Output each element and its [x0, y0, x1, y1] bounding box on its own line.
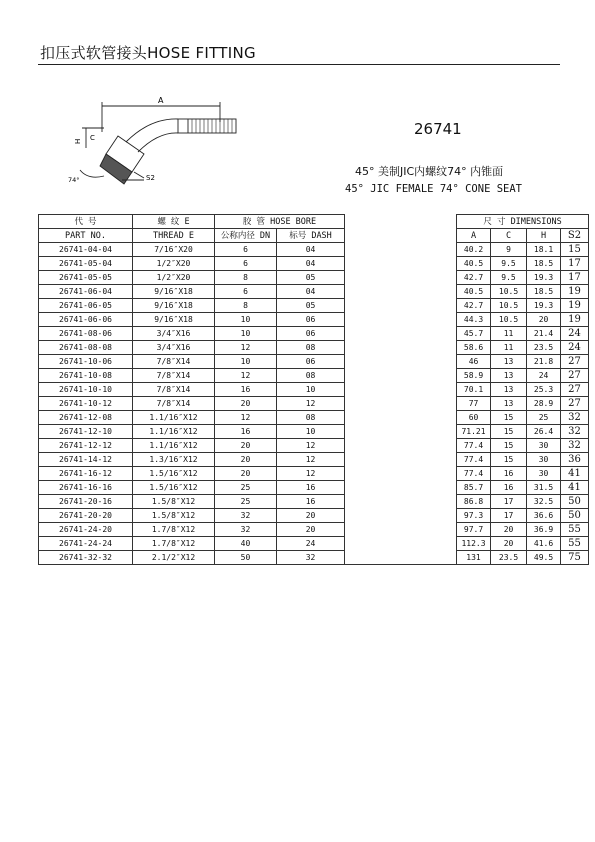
- cell-h: 30: [527, 439, 561, 453]
- cell-thread: 1/2″X20: [133, 271, 215, 285]
- cell-nominal-dn: 8: [215, 299, 277, 313]
- cell-thread: 1.5/8″X12: [133, 509, 215, 523]
- cell-nominal-dn: 10: [215, 355, 277, 369]
- table-row: [39, 313, 589, 327]
- cell-gap: [345, 495, 457, 509]
- cell-c: 20: [491, 537, 527, 551]
- table-row: [39, 257, 589, 271]
- header-col-s2: S2: [561, 229, 589, 243]
- cell-a: 85.7: [457, 481, 491, 495]
- cell-c: 15: [491, 425, 527, 439]
- cell-dash: 16: [277, 495, 345, 509]
- product-description-en: 45° JIC FEMALE 74° CONE SEAT: [345, 183, 523, 195]
- cell-thread: 7/8″X14: [133, 369, 215, 383]
- cell-c: 15: [491, 439, 527, 453]
- cell-part-no: 26741-08-06: [39, 327, 133, 341]
- cell-h: 30: [527, 453, 561, 467]
- cell-a: 42.7: [457, 271, 491, 285]
- cell-gap: [345, 425, 457, 439]
- cell-part-no: 26741-14-12: [39, 453, 133, 467]
- cell-dash: 12: [277, 439, 345, 453]
- label-h: H: [74, 138, 82, 144]
- cell-part-no: 26741-08-08: [39, 341, 133, 355]
- cell-a: 112.3: [457, 537, 491, 551]
- header-thread-en: THREAD E: [133, 229, 215, 243]
- cell-thread: 1.7/8″X12: [133, 523, 215, 537]
- cell-thread: 9/16″X18: [133, 285, 215, 299]
- cell-gap: [345, 537, 457, 551]
- cell-dash: 12: [277, 453, 345, 467]
- cell-h: 26.4: [527, 425, 561, 439]
- cell-dash: 12: [277, 397, 345, 411]
- cell-dash: 10: [277, 425, 345, 439]
- cell-dash: 20: [277, 523, 345, 537]
- cell-dash: 05: [277, 271, 345, 285]
- cell-gap: [345, 327, 457, 341]
- cell-part-no: 26741-24-20: [39, 523, 133, 537]
- table-row: [39, 439, 589, 453]
- cell-nominal-dn: 10: [215, 313, 277, 327]
- cell-nominal-dn: 20: [215, 439, 277, 453]
- cell-s2: 41: [561, 467, 589, 481]
- cell-nominal-dn: 12: [215, 411, 277, 425]
- cell-dash: 06: [277, 327, 345, 341]
- cell-nominal-dn: 20: [215, 467, 277, 481]
- table-row: [39, 509, 589, 523]
- cell-s2: 27: [561, 383, 589, 397]
- cell-nominal-dn: 8: [215, 271, 277, 285]
- cell-c: 15: [491, 411, 527, 425]
- label-a: A: [158, 96, 164, 105]
- cell-h: 31.5: [527, 481, 561, 495]
- cell-h: 41.6: [527, 537, 561, 551]
- cell-c: 17: [491, 509, 527, 523]
- cell-a: 70.1: [457, 383, 491, 397]
- cell-a: 77: [457, 397, 491, 411]
- cell-c: 13: [491, 397, 527, 411]
- cell-nominal-dn: 32: [215, 523, 277, 537]
- cell-a: 71.21: [457, 425, 491, 439]
- cell-gap: [345, 285, 457, 299]
- cell-s2: 15: [561, 243, 589, 257]
- cell-a: 40.5: [457, 257, 491, 271]
- table-row: [39, 411, 589, 425]
- cell-h: 30: [527, 467, 561, 481]
- cell-a: 86.8: [457, 495, 491, 509]
- cell-h: 25: [527, 411, 561, 425]
- cell-gap: [345, 313, 457, 327]
- cell-s2: 19: [561, 285, 589, 299]
- cell-part-no: 26741-06-05: [39, 299, 133, 313]
- cell-c: 13: [491, 369, 527, 383]
- cell-gap: [345, 299, 457, 313]
- cell-a: 45.7: [457, 327, 491, 341]
- cell-part-no: 26741-10-08: [39, 369, 133, 383]
- table-row: [39, 369, 589, 383]
- table-row: [39, 383, 589, 397]
- table-row: [39, 453, 589, 467]
- cell-dash: 24: [277, 537, 345, 551]
- cell-nominal-dn: 12: [215, 369, 277, 383]
- cell-dash: 16: [277, 481, 345, 495]
- cell-s2: 36: [561, 453, 589, 467]
- cell-h: 21.4: [527, 327, 561, 341]
- cell-s2: 41: [561, 481, 589, 495]
- cell-thread: 9/16″X18: [133, 313, 215, 327]
- cell-h: 24: [527, 369, 561, 383]
- cell-gap: [345, 397, 457, 411]
- cell-thread: 7/16″X20: [133, 243, 215, 257]
- header-divider: [38, 64, 560, 65]
- cell-c: 20: [491, 523, 527, 537]
- cell-a: 77.4: [457, 453, 491, 467]
- cell-s2: 19: [561, 313, 589, 327]
- cell-h: 18.1: [527, 243, 561, 257]
- cell-dash: 32: [277, 551, 345, 565]
- cell-nominal-dn: 16: [215, 425, 277, 439]
- cell-a: 77.4: [457, 439, 491, 453]
- cell-nominal-dn: 12: [215, 341, 277, 355]
- cell-nominal-dn: 10: [215, 327, 277, 341]
- cell-c: 11: [491, 341, 527, 355]
- cell-c: 16: [491, 481, 527, 495]
- cell-thread: 1.5/16″X12: [133, 481, 215, 495]
- cell-dash: 05: [277, 299, 345, 313]
- cell-h: 21.8: [527, 355, 561, 369]
- header-hose-bore: 胶 管 HOSE BORE: [215, 215, 345, 229]
- cell-part-no: 26741-06-04: [39, 285, 133, 299]
- cell-dash: 10: [277, 383, 345, 397]
- bend-inner: [138, 133, 178, 152]
- header-code-en: PART NO.: [39, 229, 133, 243]
- cell-nominal-dn: 6: [215, 257, 277, 271]
- cell-nominal-dn: 40: [215, 537, 277, 551]
- cell-nominal-dn: 25: [215, 495, 277, 509]
- cell-nominal-dn: 32: [215, 509, 277, 523]
- cell-thread: 9/16″X18: [133, 299, 215, 313]
- cell-gap: [345, 481, 457, 495]
- table-row: [39, 327, 589, 341]
- cell-a: 58.9: [457, 369, 491, 383]
- cell-h: 32.5: [527, 495, 561, 509]
- cell-gap: [345, 551, 457, 565]
- cell-h: 49.5: [527, 551, 561, 565]
- cell-h: 20: [527, 313, 561, 327]
- cell-a: 97.7: [457, 523, 491, 537]
- angle-arc: [80, 170, 104, 177]
- cell-gap: [345, 453, 457, 467]
- cell-nominal-dn: 6: [215, 243, 277, 257]
- cell-c: 10.5: [491, 313, 527, 327]
- cell-thread: 3/4″X16: [133, 341, 215, 355]
- table-row: [39, 341, 589, 355]
- cell-s2: 55: [561, 537, 589, 551]
- cell-gap: [345, 439, 457, 453]
- cell-s2: 32: [561, 411, 589, 425]
- cell-dash: 04: [277, 243, 345, 257]
- header-gap: [345, 215, 457, 229]
- cell-part-no: 26741-10-12: [39, 397, 133, 411]
- cell-nominal-dn: 20: [215, 397, 277, 411]
- cell-a: 40.5: [457, 285, 491, 299]
- cell-dash: 20: [277, 509, 345, 523]
- cell-part-no: 26741-20-20: [39, 509, 133, 523]
- table-row: [39, 467, 589, 481]
- cell-nominal-dn: 50: [215, 551, 277, 565]
- cell-gap: [345, 369, 457, 383]
- cell-nominal-dn: 16: [215, 383, 277, 397]
- cell-c: 13: [491, 355, 527, 369]
- cell-s2: 19: [561, 299, 589, 313]
- cell-part-no: 26741-05-05: [39, 271, 133, 285]
- cell-dash: 08: [277, 341, 345, 355]
- product-description-cn: 45° 美制JIC内螺纹74° 内锥面: [355, 165, 504, 178]
- cell-h: 19.3: [527, 299, 561, 313]
- cell-s2: 32: [561, 439, 589, 453]
- table-row: [39, 285, 589, 299]
- table-row: [39, 495, 589, 509]
- cell-dash: 06: [277, 355, 345, 369]
- bend-outer: [126, 119, 178, 142]
- cell-part-no: 26741-12-10: [39, 425, 133, 439]
- cell-thread: 7/8″X14: [133, 383, 215, 397]
- table-row: [39, 551, 589, 565]
- cell-gap: [345, 509, 457, 523]
- cell-gap: [345, 355, 457, 369]
- cell-part-no: 26741-16-16: [39, 481, 133, 495]
- cell-thread: 1.7/8″X12: [133, 537, 215, 551]
- cell-thread: 1.1/16″X12: [133, 439, 215, 453]
- cell-a: 46: [457, 355, 491, 369]
- cell-thread: 1.1/16″X12: [133, 411, 215, 425]
- cell-a: 40.2: [457, 243, 491, 257]
- cell-c: 15: [491, 453, 527, 467]
- cell-gap: [345, 523, 457, 537]
- cell-h: 19.3: [527, 271, 561, 285]
- cell-a: 42.7: [457, 299, 491, 313]
- cell-part-no: 26741-12-12: [39, 439, 133, 453]
- cell-part-no: 26741-16-12: [39, 467, 133, 481]
- spec-table: [38, 214, 589, 565]
- cell-gap: [345, 271, 457, 285]
- cell-gap: [345, 257, 457, 271]
- cell-s2: 27: [561, 369, 589, 383]
- cell-h: 36.6: [527, 509, 561, 523]
- fitting-drawing: [60, 92, 260, 192]
- cell-dash: 08: [277, 369, 345, 383]
- cell-thread: 1.1/16″X12: [133, 425, 215, 439]
- cell-h: 18.5: [527, 285, 561, 299]
- cell-h: 18.5: [527, 257, 561, 271]
- header-col-h: H: [527, 229, 561, 243]
- cell-s2: 27: [561, 355, 589, 369]
- cell-h: 28.9: [527, 397, 561, 411]
- table-row: [39, 523, 589, 537]
- cell-nominal-dn: 6: [215, 285, 277, 299]
- cell-s2: 24: [561, 327, 589, 341]
- cell-a: 97.3: [457, 509, 491, 523]
- cell-nominal-dn: 20: [215, 453, 277, 467]
- cell-part-no: 26741-10-06: [39, 355, 133, 369]
- header-col-c: C: [491, 229, 527, 243]
- cell-a: 44.3: [457, 313, 491, 327]
- cell-thread: 7/8″X14: [133, 397, 215, 411]
- cell-part-no: 26741-04-04: [39, 243, 133, 257]
- header-dash: 标号 DASH: [277, 229, 345, 243]
- spec-table-body: [39, 243, 589, 565]
- cell-part-no: 26741-12-08: [39, 411, 133, 425]
- cell-part-no: 26741-20-16: [39, 495, 133, 509]
- header-thread-cn: 螺 纹 E: [133, 215, 215, 229]
- cell-a: 131: [457, 551, 491, 565]
- part-number: 26741: [414, 120, 462, 138]
- cell-c: 23.5: [491, 551, 527, 565]
- cell-thread: 1.5/16″X12: [133, 467, 215, 481]
- cell-s2: 24: [561, 341, 589, 355]
- page-title: 扣压式软管接头HOSE FITTING: [40, 44, 256, 62]
- label-angle: 74°: [68, 176, 80, 184]
- cell-c: 16: [491, 467, 527, 481]
- cell-part-no: 26741-06-06: [39, 313, 133, 327]
- label-c: C: [90, 134, 95, 142]
- nut-section: [100, 154, 132, 184]
- cell-s2: 75: [561, 551, 589, 565]
- cell-dash: 04: [277, 257, 345, 271]
- cell-c: 9.5: [491, 257, 527, 271]
- table-row: [39, 243, 589, 257]
- header-gap: [345, 229, 457, 243]
- cell-part-no: 26741-32-32: [39, 551, 133, 565]
- cell-dash: 08: [277, 411, 345, 425]
- table-row: [39, 481, 589, 495]
- cell-c: 13: [491, 383, 527, 397]
- cell-gap: [345, 411, 457, 425]
- cell-s2: 17: [561, 257, 589, 271]
- cell-s2: 27: [561, 397, 589, 411]
- cell-gap: [345, 383, 457, 397]
- cell-h: 25.3: [527, 383, 561, 397]
- cell-dash: 06: [277, 313, 345, 327]
- cell-a: 58.6: [457, 341, 491, 355]
- table-row: [39, 537, 589, 551]
- cell-thread: 2.1/2″X12: [133, 551, 215, 565]
- cell-s2: 17: [561, 271, 589, 285]
- table-row: [39, 397, 589, 411]
- cell-gap: [345, 243, 457, 257]
- cell-dash: 04: [277, 285, 345, 299]
- cell-thread: 1/2″X20: [133, 257, 215, 271]
- header-col-a: A: [457, 229, 491, 243]
- cell-s2: 32: [561, 425, 589, 439]
- table-row: [39, 425, 589, 439]
- cell-c: 10.5: [491, 299, 527, 313]
- cell-thread: 3/4″X16: [133, 327, 215, 341]
- cell-nominal-dn: 25: [215, 481, 277, 495]
- cell-gap: [345, 467, 457, 481]
- cell-s2: 55: [561, 523, 589, 537]
- cell-c: 9.5: [491, 271, 527, 285]
- header-nominal-dn: 公称内径 DN: [215, 229, 277, 243]
- cell-s2: 50: [561, 495, 589, 509]
- cell-a: 77.4: [457, 467, 491, 481]
- header-code-cn: 代 号: [39, 215, 133, 229]
- cell-h: 36.9: [527, 523, 561, 537]
- cell-a: 60: [457, 411, 491, 425]
- table-row: [39, 355, 589, 369]
- cell-s2: 50: [561, 509, 589, 523]
- header-dimensions: 尺 寸 DIMENSIONS: [457, 215, 589, 229]
- label-s2: S2: [146, 174, 155, 182]
- cell-c: 17: [491, 495, 527, 509]
- cell-part-no: 26741-10-10: [39, 383, 133, 397]
- cell-thread: 7/8″X14: [133, 355, 215, 369]
- ferrule-outline: [178, 119, 236, 133]
- table-row: [39, 271, 589, 285]
- cell-c: 10.5: [491, 285, 527, 299]
- cell-dash: 12: [277, 467, 345, 481]
- cell-thread: 1.3/16″X12: [133, 453, 215, 467]
- cell-c: 11: [491, 327, 527, 341]
- cell-part-no: 26741-24-24: [39, 537, 133, 551]
- cell-c: 9: [491, 243, 527, 257]
- cell-thread: 1.5/8″X12: [133, 495, 215, 509]
- cell-part-no: 26741-05-04: [39, 257, 133, 271]
- table-row: [39, 299, 589, 313]
- cell-gap: [345, 341, 457, 355]
- cell-h: 23.5: [527, 341, 561, 355]
